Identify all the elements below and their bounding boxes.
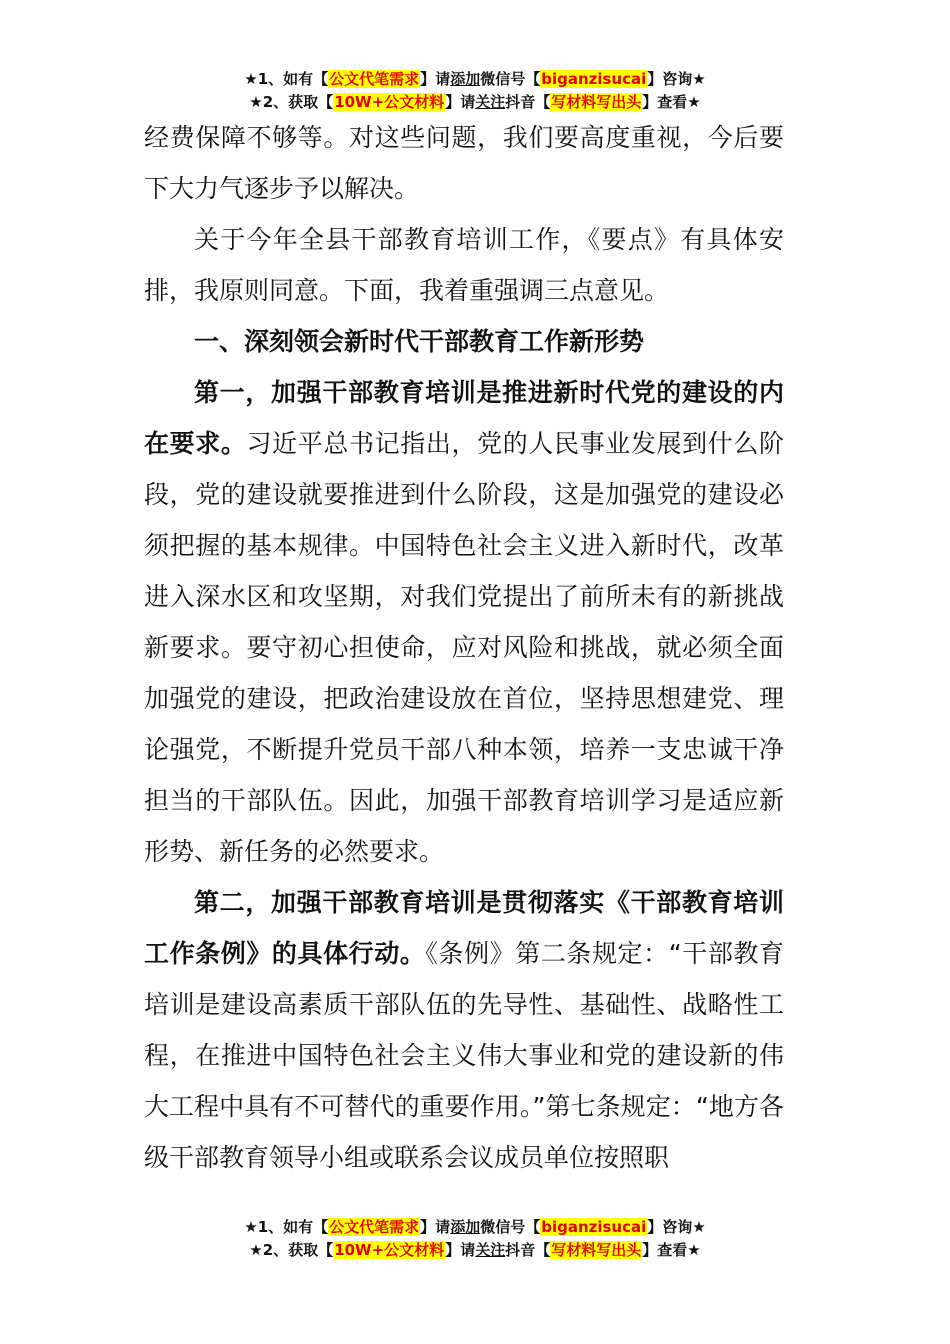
banner-highlight-materials: 10W+公文材料: [334, 93, 445, 111]
paragraph-lead: 第一，加强干部教育培训是推进新时代党的建设的内在要求。: [144, 378, 784, 458]
paragraph-text: 习近平总书记指出，党的人民事业发展到什么阶段，党的建设就要推进到什么阶段，这是加强党的建设必须把握的基本规律。中国特色社会主义进入新时代，改革进入深水区和攻坚期，对我们党提出了前所未有的新挑战新要求。要守初心担使命，应对风险和挑战，就必须全面加强党的建设，把政治建设放在首位，坚持思想建党、理论强党，不断提升党员干部八种本领，培养一支忠诚干净担当的干部队伍。因此，加强干部教育培训学习是适应新形势、新任务的必然要求。: [144, 429, 784, 866]
banner-text: 微信号【: [480, 1218, 541, 1236]
banner-underline-text: 添加: [450, 70, 481, 88]
banner-highlight-service: 公文代笔需求: [329, 1218, 420, 1236]
paragraph: 关于今年全县干部教育培训工作，《要点》有具体安排，我原则同意。下面，我着重强调三点意见。: [144, 225, 784, 305]
banner-line-1: [0, 68, 950, 91]
paragraph-text: 《条例》第二条规定：“干部教育培训是建设高素质干部队伍的先导性、基础性、战略性工程，在推进中国特色社会主义伟大事业和党的建设新的伟大工程中具有不可替代的重要作用。”第七条规定：“地方各级干部教育领导小组或联系会议成员单位按照职: [144, 939, 784, 1172]
banner-text: ★2、获取【: [249, 93, 334, 111]
banner-highlight-douyin: 写材料写出头: [551, 93, 642, 111]
banner-highlight-wechat: biganzisucai: [541, 1218, 647, 1236]
paragraph-lead: 第二，加强干部教育培训是贯彻落实《干部教育培训工作条例》的具体行动。: [144, 888, 784, 968]
paragraph: [144, 877, 784, 1183]
paragraph: [144, 367, 784, 877]
section-heading: 一、深刻领会新时代干部教育工作新形势: [194, 327, 645, 356]
banner-text: 】咨询★: [647, 1218, 706, 1236]
banner-text: 】请: [445, 93, 476, 111]
banner-text: 微信号【: [480, 70, 541, 88]
banner-text: 】请: [420, 1218, 451, 1236]
banner-highlight-wechat: biganzisucai: [541, 70, 647, 88]
banner-text: 】请: [420, 70, 451, 88]
banner-line-1: [0, 1216, 950, 1239]
banner-text: 】咨询★: [647, 70, 706, 88]
banner-line-2: [0, 91, 950, 114]
banner-text: 】查看★: [642, 1241, 701, 1259]
banner-text: ★1、如有【: [244, 1218, 329, 1236]
banner-line-2: [0, 1239, 950, 1262]
document-body: [144, 112, 784, 1183]
banner-text: 】查看★: [642, 93, 701, 111]
footer-banner: [0, 1216, 950, 1262]
banner-underline-text: 关注: [475, 1241, 506, 1259]
banner-text: 抖音【: [505, 93, 551, 111]
banner-underline-text: 关注: [475, 93, 506, 111]
banner-highlight-service: 公文代笔需求: [329, 70, 420, 88]
banner-highlight-materials: 10W+公文材料: [334, 1241, 445, 1259]
banner-text: 】请: [445, 1241, 476, 1259]
banner-underline-text: 添加: [450, 1218, 481, 1236]
banner-text: 抖音【: [505, 1241, 551, 1259]
header-banner: [0, 68, 950, 114]
paragraph: 经费保障不够等。对这些问题，我们要高度重视，今后要下大力气逐步予以解决。: [144, 123, 784, 203]
banner-highlight-douyin: 写材料写出头: [551, 1241, 642, 1259]
banner-text: ★1、如有【: [244, 70, 329, 88]
banner-text: ★2、获取【: [249, 1241, 334, 1259]
